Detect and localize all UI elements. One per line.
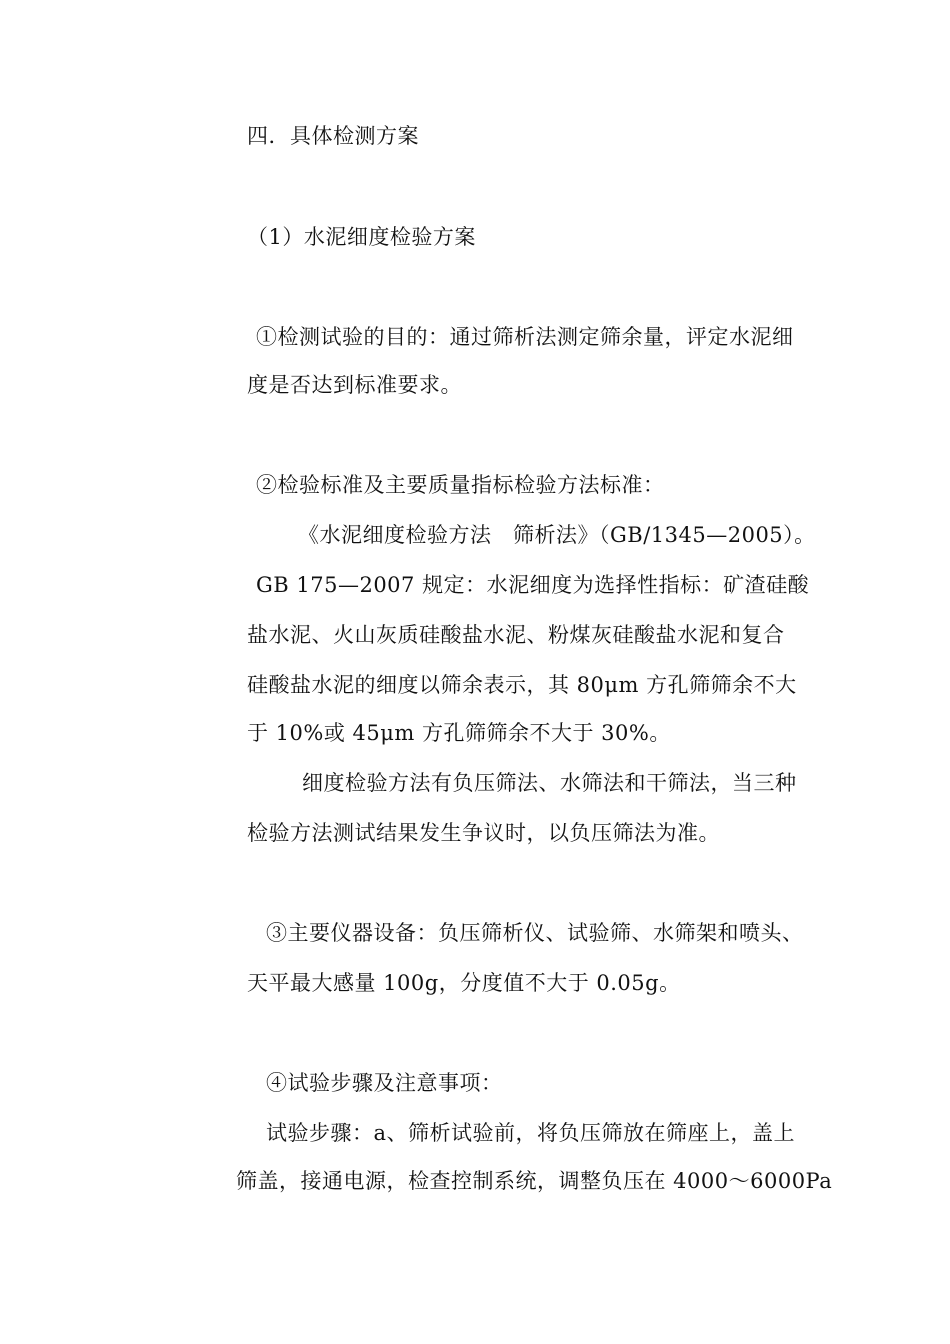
item2-title: ②检验标准及主要质量指标检验方法标准： [256,473,665,497]
rule-line4: 于 10%或 45μm 方孔筛筛余不大于 30%。 [247,721,671,745]
step-line2: 筛盖，接通电源，检查控制系统，调整负压在 4000～6000Pa [236,1169,833,1193]
subsection-title: （1）水泥细度检验方案 [247,225,476,249]
standard-reference: 《水泥细度检验方法 筛析法》（GB/1345—2005）。 [298,523,816,547]
method-line2: 检验方法测试结果发生争议时，以负压筛法为准。 [247,821,720,845]
rule-line2: 盐水泥、火山灰质硅酸盐水泥、粉煤灰硅酸盐水泥和复合 [247,623,785,647]
step-line1: 试验步骤：a、筛析试验前，将负压筛放在筛座上，盖上 [266,1121,796,1145]
item1-line2: 度是否达到标准要求。 [247,373,462,397]
method-line1: 细度检验方法有负压筛法、水筛法和干筛法，当三种 [302,771,797,795]
rule-line3: 硅酸盐水泥的细度以筛余表示，其 80μm 方孔筛筛余不大 [247,673,797,697]
item3-line1: ③主要仪器设备：负压筛析仪、试验筛、水筛架和喷头、 [266,921,804,945]
rule-line1: GB 175—2007 规定：水泥细度为选择性指标：矿渣硅酸 [256,573,810,597]
item3-line2: 天平最大感量 100g，分度值不大于 0.05g。 [247,971,681,995]
item4-title: ④试验步骤及注意事项： [266,1071,503,1095]
section-heading: 四．具体检测方案 [247,124,419,148]
item1-line1: ①检测试验的目的：通过筛析法测定筛余量，评定水泥细 [256,325,794,349]
